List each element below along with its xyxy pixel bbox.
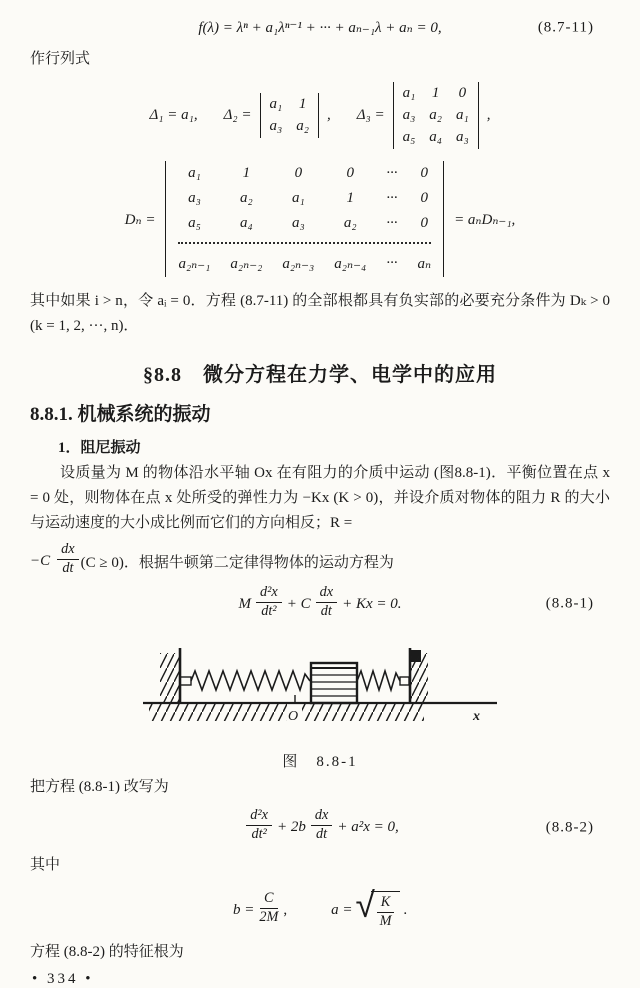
det-cell: a₅ [402, 129, 416, 146]
figure-8-8-1 [30, 640, 610, 771]
damping-term: + 2b [277, 819, 306, 836]
det-cell: a₂ₙ₋₂ [230, 256, 263, 273]
det-cell: 1 [431, 85, 440, 102]
figure-caption: 图 8.8-1 [282, 753, 358, 770]
equation-8-7-11-body: f(λ) = λⁿ + a₁λⁿ⁻¹ + ··· + aₙ₋₁λ + aₙ = 0, [198, 20, 442, 36]
fraction-numerator: K [377, 895, 395, 913]
a-definition-lhs: a = [331, 901, 353, 918]
delta2-lhs: Δ₂ = [223, 107, 252, 124]
subsection-heading: 8.8.1. 机械系统的振动 [30, 403, 211, 425]
radicand [371, 891, 401, 930]
fraction-numerator: d²x [246, 808, 272, 826]
equation-8-7-11-number: (8.7-11) [537, 19, 594, 35]
det-cell: a₂ [296, 118, 309, 135]
equation-8-8-1 [30, 584, 610, 622]
right-wall-hatch [411, 653, 428, 703]
det-cell: 0 [420, 215, 429, 232]
damping-term: + C [286, 595, 311, 612]
resistance-coefficient: −C [30, 553, 51, 570]
det-cell: a₃ [269, 118, 283, 135]
right-spring [357, 671, 400, 690]
where-label: 其中 [30, 857, 61, 874]
dx-dt-fraction [316, 585, 337, 620]
period: . [403, 901, 408, 918]
det-cell: ··· [386, 215, 398, 232]
hurwitz-condition-paragraph: 其中如果 i > n，令 aᵢ = 0．方程 (8.7-11) 的全部根都具有负实部的必要充分条件为 Dₖ > 0 (k = 1, 2, ···, n)． [30, 293, 610, 335]
det-cell: 0 [420, 190, 429, 207]
d2x-dt2-fraction [246, 808, 272, 843]
det-cell: a₃ [402, 107, 416, 124]
fraction-numerator: dx [316, 585, 337, 603]
spring-mass-diagram [139, 640, 501, 736]
det-cell: 0 [294, 165, 303, 182]
fraction-denominator: M [379, 913, 392, 930]
fraction-denominator: dt² [251, 826, 267, 843]
rewrite-lead: 把方程 (8.8-1) 改写为 [30, 778, 169, 795]
paragraph-continuation-line [30, 541, 610, 579]
det-cell: a₂ [429, 107, 443, 124]
ground-hatch-left [149, 704, 287, 721]
right-spring-anchor [400, 677, 409, 685]
fraction-numerator: dx [57, 542, 78, 560]
det-cell: 1 [298, 96, 307, 113]
fraction-denominator: dt [316, 826, 328, 843]
det-cell: 1 [242, 165, 251, 182]
left-spring-anchor [180, 677, 191, 685]
left-spring [191, 671, 310, 690]
det-cell: a₁ [402, 85, 416, 102]
equation-8-8-1-number: (8.8-1) [545, 595, 594, 612]
det-cell: a₃ [456, 129, 469, 146]
det-cell: 1 [346, 190, 354, 207]
b-definition-lhs: b = [232, 901, 255, 918]
comma: , [283, 901, 288, 918]
det-cell: a₁ [291, 190, 305, 207]
det-cell: a₂ [343, 215, 357, 232]
det-cell: a₅ [188, 215, 201, 232]
det-cell: a₃ [188, 190, 201, 207]
det-cell: 0 [346, 165, 354, 182]
delta2-group [224, 93, 331, 138]
delta3-determinant [393, 82, 479, 149]
delta-determinants-line [30, 82, 610, 149]
det-cell: a₂ₙ₋₃ [282, 256, 315, 273]
det-cell: a₂ [240, 190, 253, 207]
k-over-m-fraction [377, 895, 395, 930]
delta3-comma: , [486, 107, 491, 124]
dn-determinant-line [30, 161, 610, 277]
fraction-denominator: 2M [259, 908, 279, 925]
det-cell: a₁ [456, 107, 469, 124]
mass-term: M [238, 595, 251, 612]
newton-law-text: (C ≥ 0)．根据牛顿第二定律得物体的运动方程为 [80, 555, 394, 572]
fraction-numerator: d²x [256, 585, 282, 603]
delta3-lhs: Δ₃ = [356, 107, 385, 124]
det-cell: 0 [420, 165, 429, 182]
make-determinant-label: 作行列式 [30, 51, 91, 67]
dn-rhs: = aₙDₙ₋₁, [454, 211, 516, 228]
det-cell: ··· [386, 255, 398, 272]
equation-8-8-2-number: (8.8-2) [545, 819, 594, 836]
fraction-numerator: C [260, 891, 278, 909]
d2x-dt2-fraction [256, 585, 282, 620]
det-cell: ··· [386, 190, 398, 207]
delta2-determinant [260, 93, 319, 138]
determinant-ellipsis-row [178, 242, 431, 244]
det-cell: a₂ₙ₋₄ [334, 256, 367, 273]
fraction-denominator: dt² [261, 602, 277, 619]
delta3-group [357, 82, 491, 149]
damped-oscillation-paragraph: 设质量为 M 的物体沿水平轴 Ox 在有阻力的介质中运动 (图8.8-1)．平衡位置在点 x = 0 处，则物体在点 x 处所受的弹性力为 −Kx (K > 0)，并设介质对物体的阻力 R 的大小与运动速度的大小成比例而它们的方向相反；R = [30, 464, 610, 531]
det-cell: a₄ [429, 129, 443, 146]
origin-label: O [288, 708, 299, 724]
det-cell: a₄ [240, 215, 253, 232]
section-heading: §8.8 微分方程在力学、电学中的应用 [143, 363, 497, 386]
ground-hatch-right [302, 704, 424, 721]
dx-dt-fraction [57, 542, 78, 577]
left-wall-hatch [160, 653, 179, 703]
spring-term: + Kx = 0. [342, 595, 402, 612]
det-cell: a₁ [188, 165, 201, 182]
det-cell: ··· [386, 165, 398, 182]
x-axis-label: x [473, 708, 480, 724]
stiffness-term: + a²x = 0, [337, 819, 399, 836]
radical-sign-icon: √ [355, 885, 375, 927]
fraction-denominator: dt [62, 560, 74, 577]
det-cell: a₃ [291, 215, 305, 232]
delta1: Δ₁ = a₁, [149, 107, 198, 124]
characteristic-roots-lead: 方程 (8.8-2) 的特征根为 [30, 944, 184, 961]
det-cell: aₙ [417, 256, 432, 273]
det-cell: a₁ [269, 96, 283, 113]
equation-8-7-11 [30, 18, 610, 37]
item-heading: 1．阻尼振动 [58, 439, 141, 456]
page-number: • 334 • [32, 971, 94, 988]
fraction-numerator: dx [311, 808, 332, 826]
fraction-denominator: dt [320, 602, 332, 619]
dx-dt-fraction [311, 808, 332, 843]
c-over-2m-fraction [259, 891, 278, 926]
square-root [355, 885, 400, 930]
det-cell: 0 [458, 85, 467, 102]
equation-8-8-2 [30, 807, 610, 845]
det-cell: a₂ₙ₋₁ [178, 256, 211, 273]
dn-determinant [165, 161, 444, 277]
coefficient-definitions [30, 885, 610, 930]
dn-lhs: Dₙ = [124, 211, 156, 228]
delta2-comma: , [326, 107, 331, 124]
